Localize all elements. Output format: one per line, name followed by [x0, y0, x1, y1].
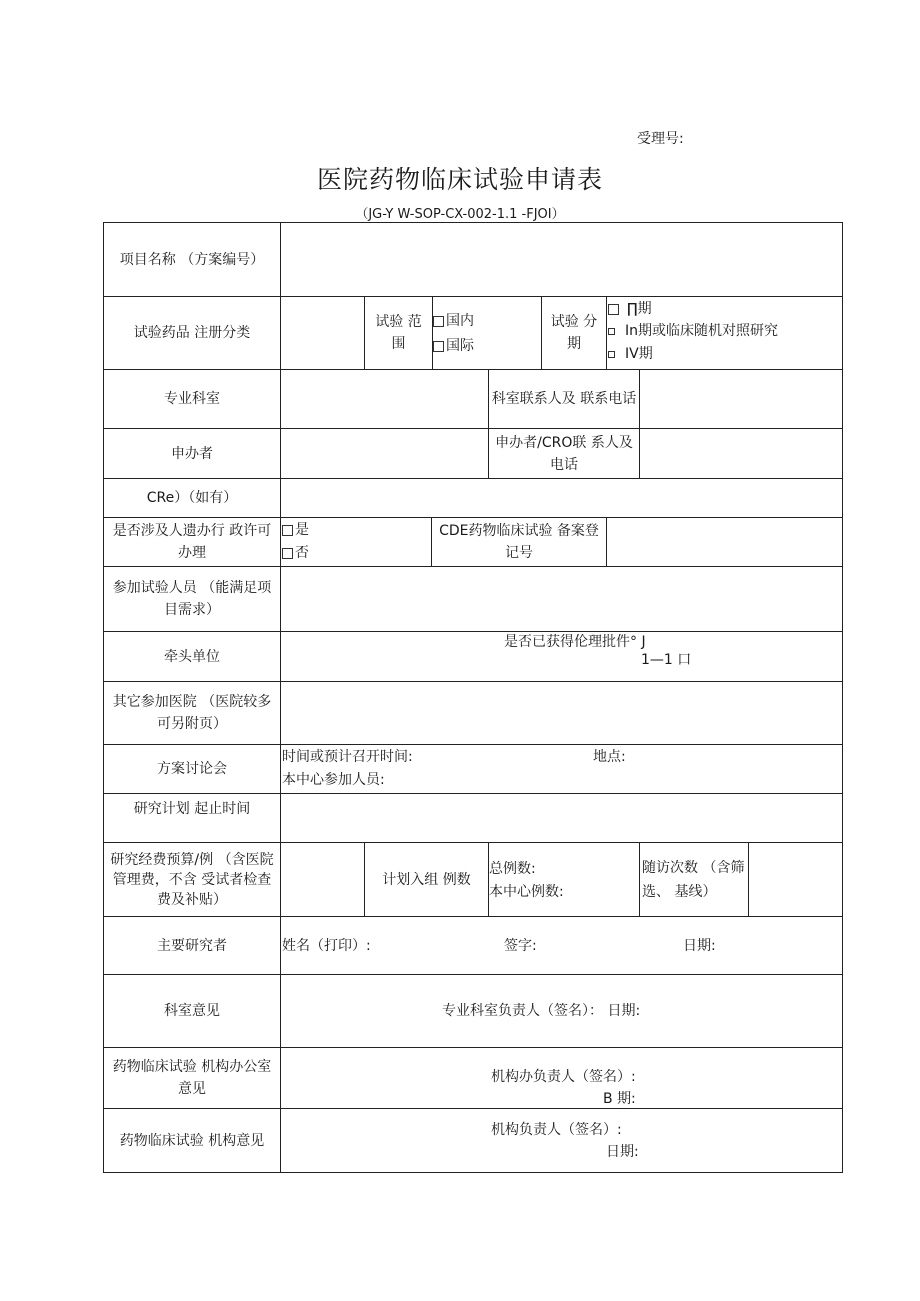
protocol-meeting-label: 方案讨论会 [157, 761, 227, 777]
project-name-field[interactable] [281, 223, 842, 296]
checkbox-no[interactable] [282, 548, 293, 559]
department-field[interactable] [281, 370, 488, 428]
office-opinion-label: 药物临床试验 机构办公室意见 [112, 1059, 272, 1097]
sponsor-contact-label: 申办者/CRO联 系人及电话 [495, 434, 633, 473]
cro-field[interactable] [281, 479, 842, 517]
checkbox-domestic[interactable] [433, 316, 444, 327]
phase-option-3[interactable]: In期或临床随机对照研究 [608, 320, 842, 342]
cro-label: CRe）（如有） [146, 490, 238, 506]
project-name-label: 项目名称 （方案编号） [119, 251, 265, 268]
page-title: 医院药物临床试验申请表 [316, 165, 603, 194]
sponsor-contact-field[interactable] [640, 429, 842, 478]
budget-label: 研究经费预算/例 （含医院管理费，不含 受试者检查费及补贴） [110, 851, 274, 908]
sponsor-label: 申办者 [171, 445, 213, 462]
lead-unit-label: 牵头单位 [164, 648, 220, 665]
checkbox-international[interactable] [433, 341, 444, 352]
checkbox-phase-4[interactable] [608, 351, 615, 358]
other-hospitals-field[interactable] [281, 682, 842, 744]
planned-enrollment-label: 计划入组 例数 [382, 871, 471, 888]
total-cases-label: 总例数: [489, 861, 536, 877]
trial-phase-label: 试验 分 期 [550, 314, 598, 352]
meeting-attendees-label: 本中心参加人员: [282, 772, 385, 788]
pi-name-label: 姓名（打印）: [282, 938, 371, 954]
office-head-signature: 机构办负责人（签名）: [491, 1069, 636, 1085]
drug-class-label: 试验药品 注册分类 [133, 325, 251, 341]
document-code: （JG-Y W-SOP-CX-002-1.1 -FJOI） [355, 207, 565, 222]
genetic-option-no[interactable]: 否 [282, 542, 430, 564]
cde-registration-label: CDE药物临床试验 备案登记号 [439, 523, 599, 561]
budget-field[interactable] [281, 843, 364, 916]
research-schedule-field[interactable] [281, 794, 842, 842]
phase-option-4[interactable]: IV期 [608, 343, 842, 365]
ethics-approval-label: 是否已获得伦理批件° J [504, 634, 646, 650]
scope-option-international[interactable]: 国际 [433, 334, 541, 358]
meeting-time-label: 时间或预计召开时间: [282, 749, 413, 765]
sponsor-field[interactable] [281, 429, 488, 478]
drug-class-field[interactable] [281, 297, 364, 369]
department-head-signature: 专业科室负责人（签名）： 日期: [442, 1003, 641, 1019]
receipt-number-label: 受理号: [637, 131, 684, 147]
scope-option-domestic[interactable]: 国内 [433, 309, 541, 333]
institution-date-label: 日期: [606, 1144, 639, 1160]
meeting-place-label: 地点: [593, 749, 626, 765]
institution-opinion-label: 药物临床试验 机构意见 [119, 1132, 265, 1149]
research-schedule-label: 研究计划 起止时间 [133, 801, 251, 817]
follow-up-visits-field[interactable] [749, 843, 842, 916]
center-cases-label: 本中心例数: [489, 884, 564, 900]
genetic-option-yes[interactable]: 是 [282, 519, 430, 541]
principal-investigator-label: 主要研究者 [157, 937, 227, 954]
genetic-resources-label: 是否涉及人遗办行 政许可办理 [112, 523, 272, 561]
staff-label: 参加试验人员 （能满足项目需求） [112, 580, 272, 618]
cde-registration-field[interactable] [607, 518, 842, 566]
department-label: 专业科室 [164, 391, 220, 407]
department-opinion-label: 科室意见 [164, 1003, 220, 1019]
pi-date-label: 日期: [683, 938, 716, 954]
pi-signature-label: 签字: [504, 938, 537, 954]
follow-up-visits-label: 随访次数 （含筛选、 基线） [642, 859, 745, 900]
department-contact-field[interactable] [640, 370, 842, 428]
other-hospitals-label: 其它参加医院 （医院较多可另附页） [112, 694, 272, 732]
checkbox-phase-2[interactable] [608, 304, 619, 315]
office-date-label: B 期: [603, 1091, 636, 1107]
checkbox-yes[interactable] [282, 525, 293, 536]
phase-option-2[interactable]: ∏期 [608, 298, 842, 320]
staff-field[interactable] [281, 567, 842, 631]
ethics-approval-mark[interactable]: 1—1 口 [641, 652, 692, 668]
institution-head-signature: 机构负责人（签名）: [491, 1122, 622, 1138]
trial-scope-label: 试验 范 围 [375, 314, 422, 352]
checkbox-phase-3[interactable] [608, 328, 615, 335]
department-contact-label: 科室联系人及 联系电话 [491, 391, 637, 407]
